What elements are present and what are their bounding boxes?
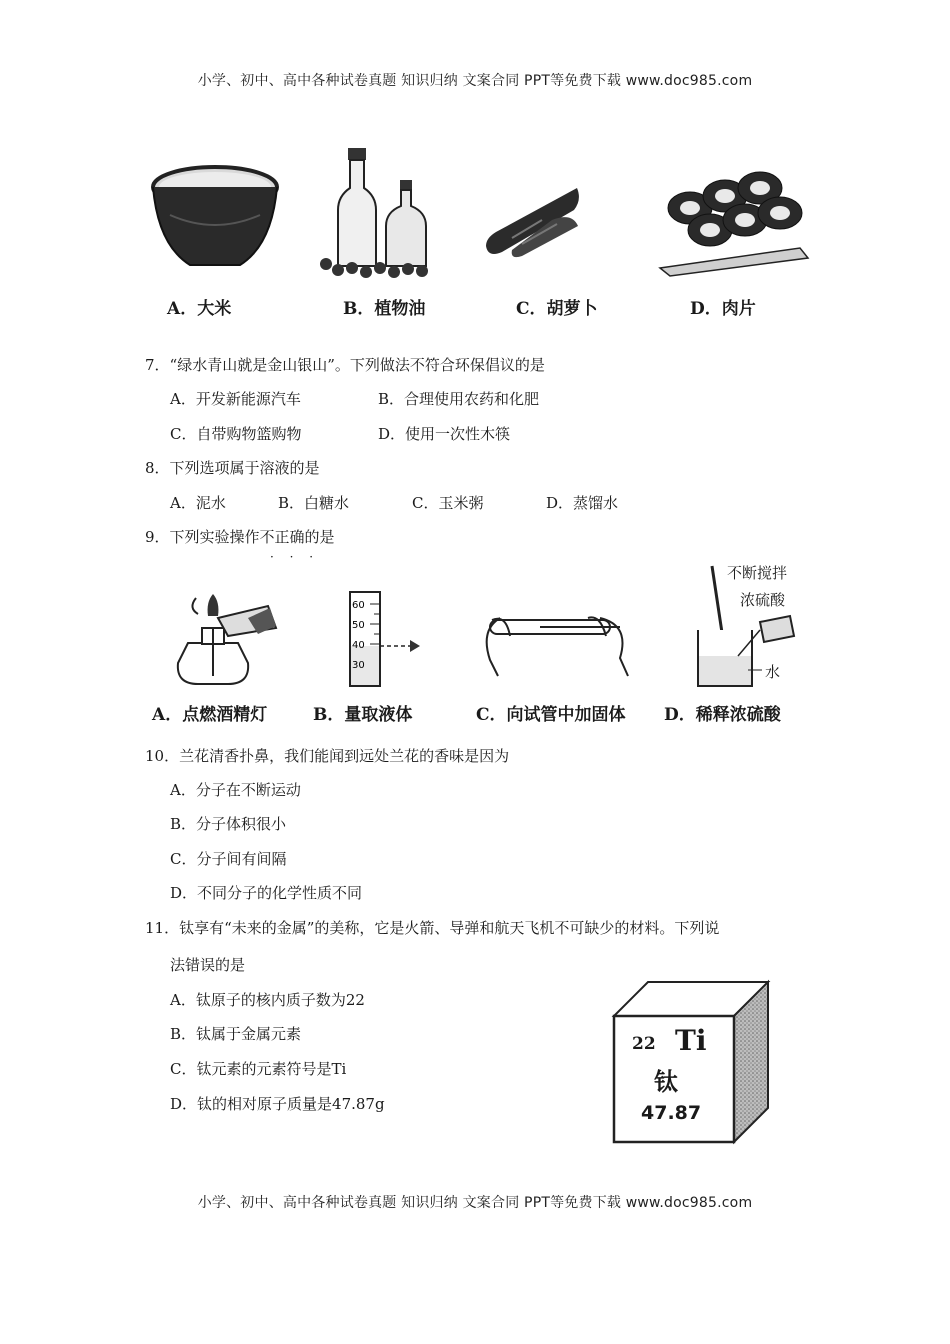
rice-bowl-icon xyxy=(150,165,280,275)
q10-option-c: C．分子间有间隔 xyxy=(170,850,287,868)
q6-caption-a: A．大米 xyxy=(167,299,232,319)
cylinder-tick-50: 50 xyxy=(352,620,365,631)
q8-option-d: D．蒸馏水 xyxy=(546,494,619,512)
q10-stem: 10．兰花清香扑鼻，我们能闻到远处兰花的香味是因为 xyxy=(145,747,510,765)
q6-caption-b: B．植物油 xyxy=(343,299,426,319)
beaker-label-acid: 浓硫酸 xyxy=(740,591,786,609)
cylinder-tick-60: 60 xyxy=(352,600,365,611)
element-mass: 47.87 xyxy=(641,1102,702,1124)
test-tube-icon xyxy=(470,600,640,680)
q9-caption-c: C．向试管中加固体 xyxy=(476,705,626,725)
page-footer: 小学、初中、高中各种试卷真题 知识归纳 文案合同 PPT等免费下载 www.doc985.com xyxy=(197,1195,753,1211)
q10-option-d: D．不同分子的化学性质不同 xyxy=(170,884,363,902)
q11-stem-line2: 法错误的是 xyxy=(170,956,246,974)
q7-option-d: D．使用一次性木筷 xyxy=(378,425,511,443)
q9-caption-a: A．点燃酒精灯 xyxy=(152,705,268,725)
q6-caption-d: D．肉片 xyxy=(690,299,756,319)
q6-caption-c: C．胡萝卜 xyxy=(516,299,598,319)
cylinder-tick-30: 30 xyxy=(352,660,365,671)
q7-option-b: B．合理使用农药和化肥 xyxy=(378,390,540,408)
q8-option-a: A．泥水 xyxy=(170,494,226,512)
carrot-icon xyxy=(482,180,582,260)
q9-stem: 9．下列实验操作不正确的是 xyxy=(145,528,335,546)
q9-caption-b: B．量取液体 xyxy=(313,705,413,725)
q11-option-a: A．钛原子的核内质子数为22 xyxy=(170,991,365,1009)
beaker-label-stir: 不断搅拌 xyxy=(727,564,788,582)
meat-slices-icon xyxy=(650,158,810,276)
element-atomic-number: 22 xyxy=(632,1034,656,1054)
q8-option-c: C．玉米粥 xyxy=(412,494,484,512)
graduated-cylinder-icon xyxy=(340,590,430,690)
alcohol-lamp-icon xyxy=(158,588,278,688)
q9-emphasis-dots: · · · xyxy=(270,550,320,564)
q10-option-a: A．分子在不断运动 xyxy=(170,781,301,799)
cylinder-tick-40: 40 xyxy=(352,640,365,651)
q7-option-a: A．开发新能源汽车 xyxy=(170,390,301,408)
q8-option-b: B．白糖水 xyxy=(278,494,350,512)
oil-bottles-icon xyxy=(318,148,438,278)
q11-option-d: D．钛的相对原子质量是47.87g xyxy=(170,1095,385,1113)
q7-stem: 7．“绿水青山就是金山银山”。下列做法不符合环保倡议的是 xyxy=(145,356,545,374)
q11-option-b: B．钛属于金属元素 xyxy=(170,1025,302,1043)
element-name: 钛 xyxy=(654,1067,678,1096)
q11-stem-line1: 11．钛享有“未来的金属”的美称，它是火箭、导弹和航天飞机不可缺少的材料。下列说 xyxy=(145,919,720,937)
q8-stem: 8．下列选项属于溶液的是 xyxy=(145,459,320,477)
q7-option-c: C．自带购物篮购物 xyxy=(170,425,302,443)
page-header: 小学、初中、高中各种试卷真题 知识归纳 文案合同 PPT等免费下载 www.doc985.com xyxy=(197,73,753,89)
q9-caption-d: D．稀释浓硫酸 xyxy=(664,705,781,725)
q10-option-b: B．分子体积很小 xyxy=(170,815,287,833)
beaker-label-water: 水 xyxy=(765,663,781,681)
q11-option-c: C．钛元素的元素符号是Ti xyxy=(170,1060,347,1078)
element-symbol: Ti xyxy=(675,1024,707,1057)
